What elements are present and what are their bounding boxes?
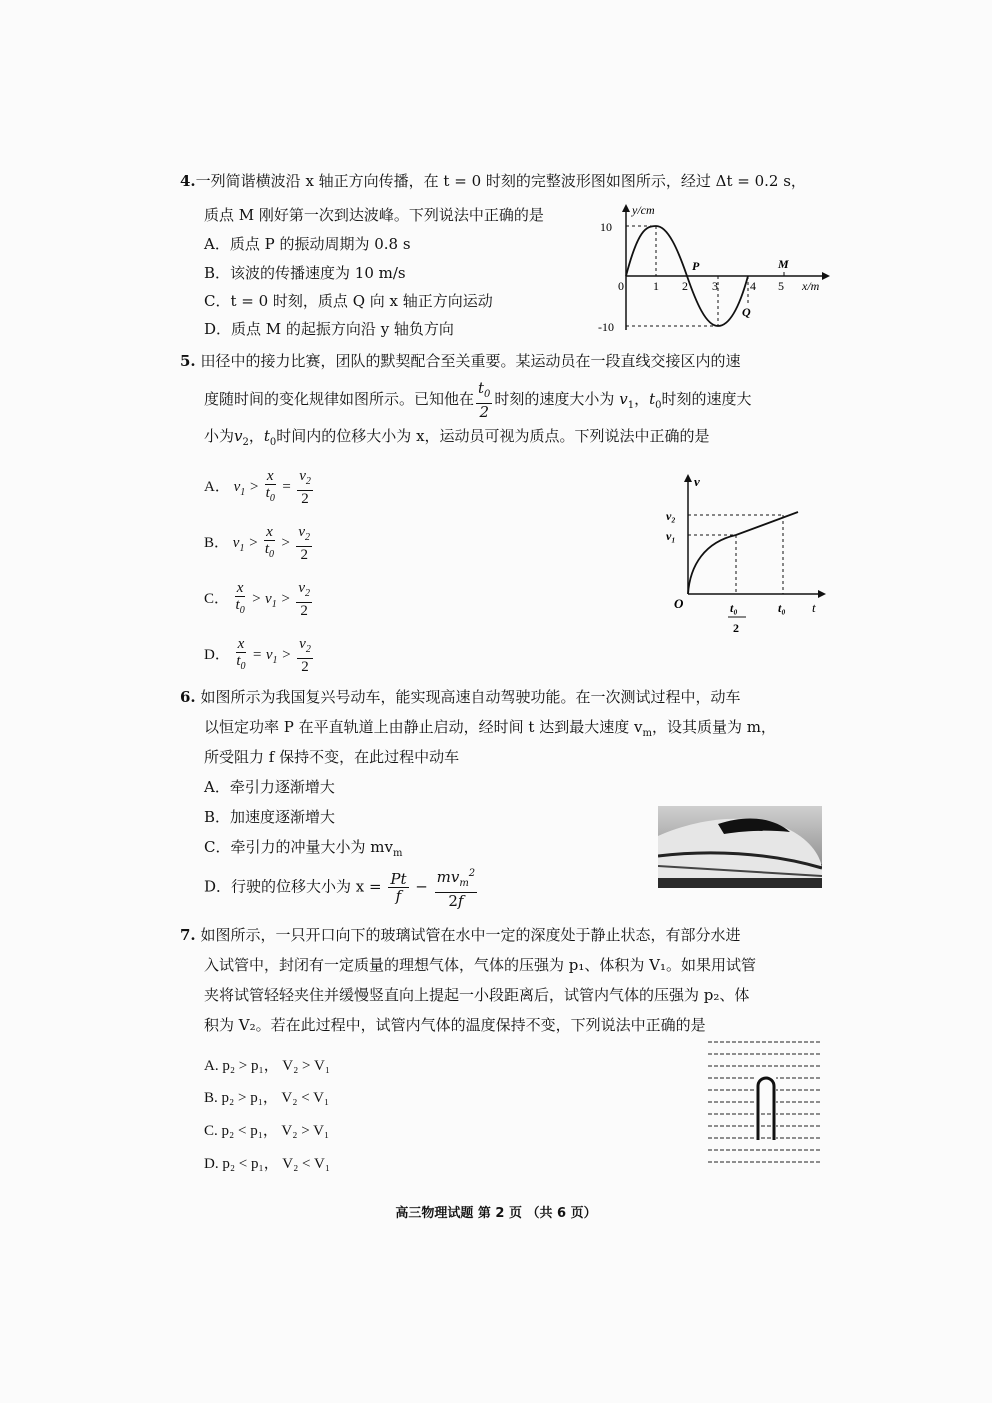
q5-t0half-num: t₀ xyxy=(730,601,738,615)
q7-option-a: A. p₂ > p₁， V₂ > V₁ xyxy=(204,1058,331,1074)
q4-ytick-10: 10 xyxy=(600,220,612,234)
q4-option-d: D．质点 M 的起振方向沿 y 轴负方向 xyxy=(204,320,454,338)
q5-t0half-den: 2 xyxy=(733,621,739,635)
q6-stem-line1: 6. 如图所示为我国复兴号动车，能实现高速自动驾驶功能。在一次测试过程中，动车 xyxy=(180,688,741,706)
q4-xtick-4: 4 xyxy=(750,279,756,293)
q4-xlabel: x/m xyxy=(802,279,820,293)
q7-option-b: B. p₂ > p₁， V₂ < V₁ xyxy=(204,1090,330,1106)
q4-xtick-2: 2 xyxy=(682,279,688,293)
q7-stem-line1: 7. 如图所示，一只开口向下的玻璃试管在水中一定的深度处于静止状态，有部分水进 xyxy=(180,926,741,944)
q6-option-b: B．加速度逐渐增大 xyxy=(204,808,336,826)
q5-stem-line1: 5. 田径中的接力比赛，团队的默契配合至关重要。某运动员在一段直线交接区内的速 xyxy=(180,352,741,370)
q5-v2-label: v₂ xyxy=(666,509,676,523)
q5-t0-label: t₀ xyxy=(778,601,786,615)
q7-option-c: C. p₂ < p₁， V₂ > V₁ xyxy=(204,1123,330,1139)
q6-option-d: D．行驶的位移大小为 x = $\frac{Pt}{f}$ − $\frac{mv_m^2}{2f}$ xyxy=(204,868,476,910)
q5-option-a: A． $v_1$ > $\frac{x}{t_0}$ = $\frac{v_2}{2}$ xyxy=(204,468,311,507)
q4-option-c: C．t = 0 时刻，质点 Q 向 x 轴正方向运动 xyxy=(204,292,493,310)
q5-vlabel: v xyxy=(694,474,700,489)
q7-stem-line4: 积为 V₂。若在此过程中，试管内气体的温度保持不变，下列说法中正确的是 xyxy=(204,1016,706,1034)
q6-stem-line3: 所受阻力 f 保持不变，在此过程中动车 xyxy=(204,748,460,766)
q5-origin: O xyxy=(674,596,684,611)
q4-wave-graph xyxy=(590,200,830,340)
q5-stem-line3: 小为$v_2$，$t_0$时间内的位移大小为 x，运动员可视为质点。下列说法中正确的是 xyxy=(204,427,710,448)
q6-option-c: C．牵引力的冲量大小为 $mv_m$ xyxy=(204,838,403,859)
q5-vt-curve xyxy=(688,512,798,594)
q5-tlabel: t xyxy=(812,600,816,615)
q5-vt-graph xyxy=(660,470,830,645)
q5-stem-line2: 度随时间的变化规律如图所示。已知他在 $\frac{t_0}{2}$ 时刻的速度大小为 $v_1$，$t_0$时刻的速度大 xyxy=(204,379,752,421)
q5-frac-t0-half: $\frac{t_0}{2}$ xyxy=(478,379,491,421)
page-footer: 高三物理试题 第 2 页 （共 6 页） xyxy=(395,1206,597,1221)
q4-option-b: B．该波的传播速度为 10 m/s xyxy=(204,264,406,282)
q5-option-c: C． $\frac{x}{t_0}$ > $v_1$ > $\frac{v_2}{2}$ xyxy=(204,580,311,619)
q7-stem-line2: 入试管中，封闭有一定质量的理想气体，气体的压强为 p₁、体积为 V₁。如果用试管 xyxy=(204,956,757,974)
q4-stem-line1: 4.一列简谐横波沿 x 轴正方向传播，在 t = 0 时刻的完整波形图如图所示，经过 Δt = 0.2 s， xyxy=(180,172,806,190)
q7-stem-line3: 夹将试管轻轻夹住并缓慢竖直向上提起一小段距离后，试管内气体的压强为 p₂、体 xyxy=(204,986,750,1004)
q5-v1-label: v₁ xyxy=(666,529,676,543)
q4-ytick-neg10: -10 xyxy=(598,320,614,334)
q4-point-p: P xyxy=(692,259,700,273)
q4-option-a: A．质点 P 的振动周期为 0.8 s xyxy=(204,235,411,253)
q6-option-a: A．牵引力逐渐增大 xyxy=(204,778,335,796)
test-tube-in-water-diagram xyxy=(706,1038,826,1170)
q4-point-q: Q xyxy=(742,305,751,319)
train-photo xyxy=(658,806,822,888)
q4-point-m: M xyxy=(778,257,789,271)
q5-option-d: D． $\frac{x}{t_0}$ = $v_1$ > $\frac{v_2}{2}$ xyxy=(204,636,311,675)
q5-option-b: B． $v_1$ > $\frac{x}{t_0}$ > $\frac{v_2}{2}$ xyxy=(204,524,311,563)
q4-xtick-3: 3 xyxy=(712,279,718,293)
q4-ytick-0: 0 xyxy=(618,279,624,293)
q4-ylabel: y/cm xyxy=(632,203,655,217)
q4-xtick-5: 5 xyxy=(778,279,784,293)
q4-xtick-1: 1 xyxy=(653,279,659,293)
q6-stem-line2: 以恒定功率 P 在平直轨道上由静止启动，经时间 t 达到最大速度 $v_m$，设其质量为 m， xyxy=(204,718,776,739)
q4-stem-line2: 质点 M 刚好第一次到达波峰。下列说法中正确的是 xyxy=(204,206,544,224)
q7-option-d: D. p₂ < p₁， V₂ < V₁ xyxy=(204,1156,331,1172)
